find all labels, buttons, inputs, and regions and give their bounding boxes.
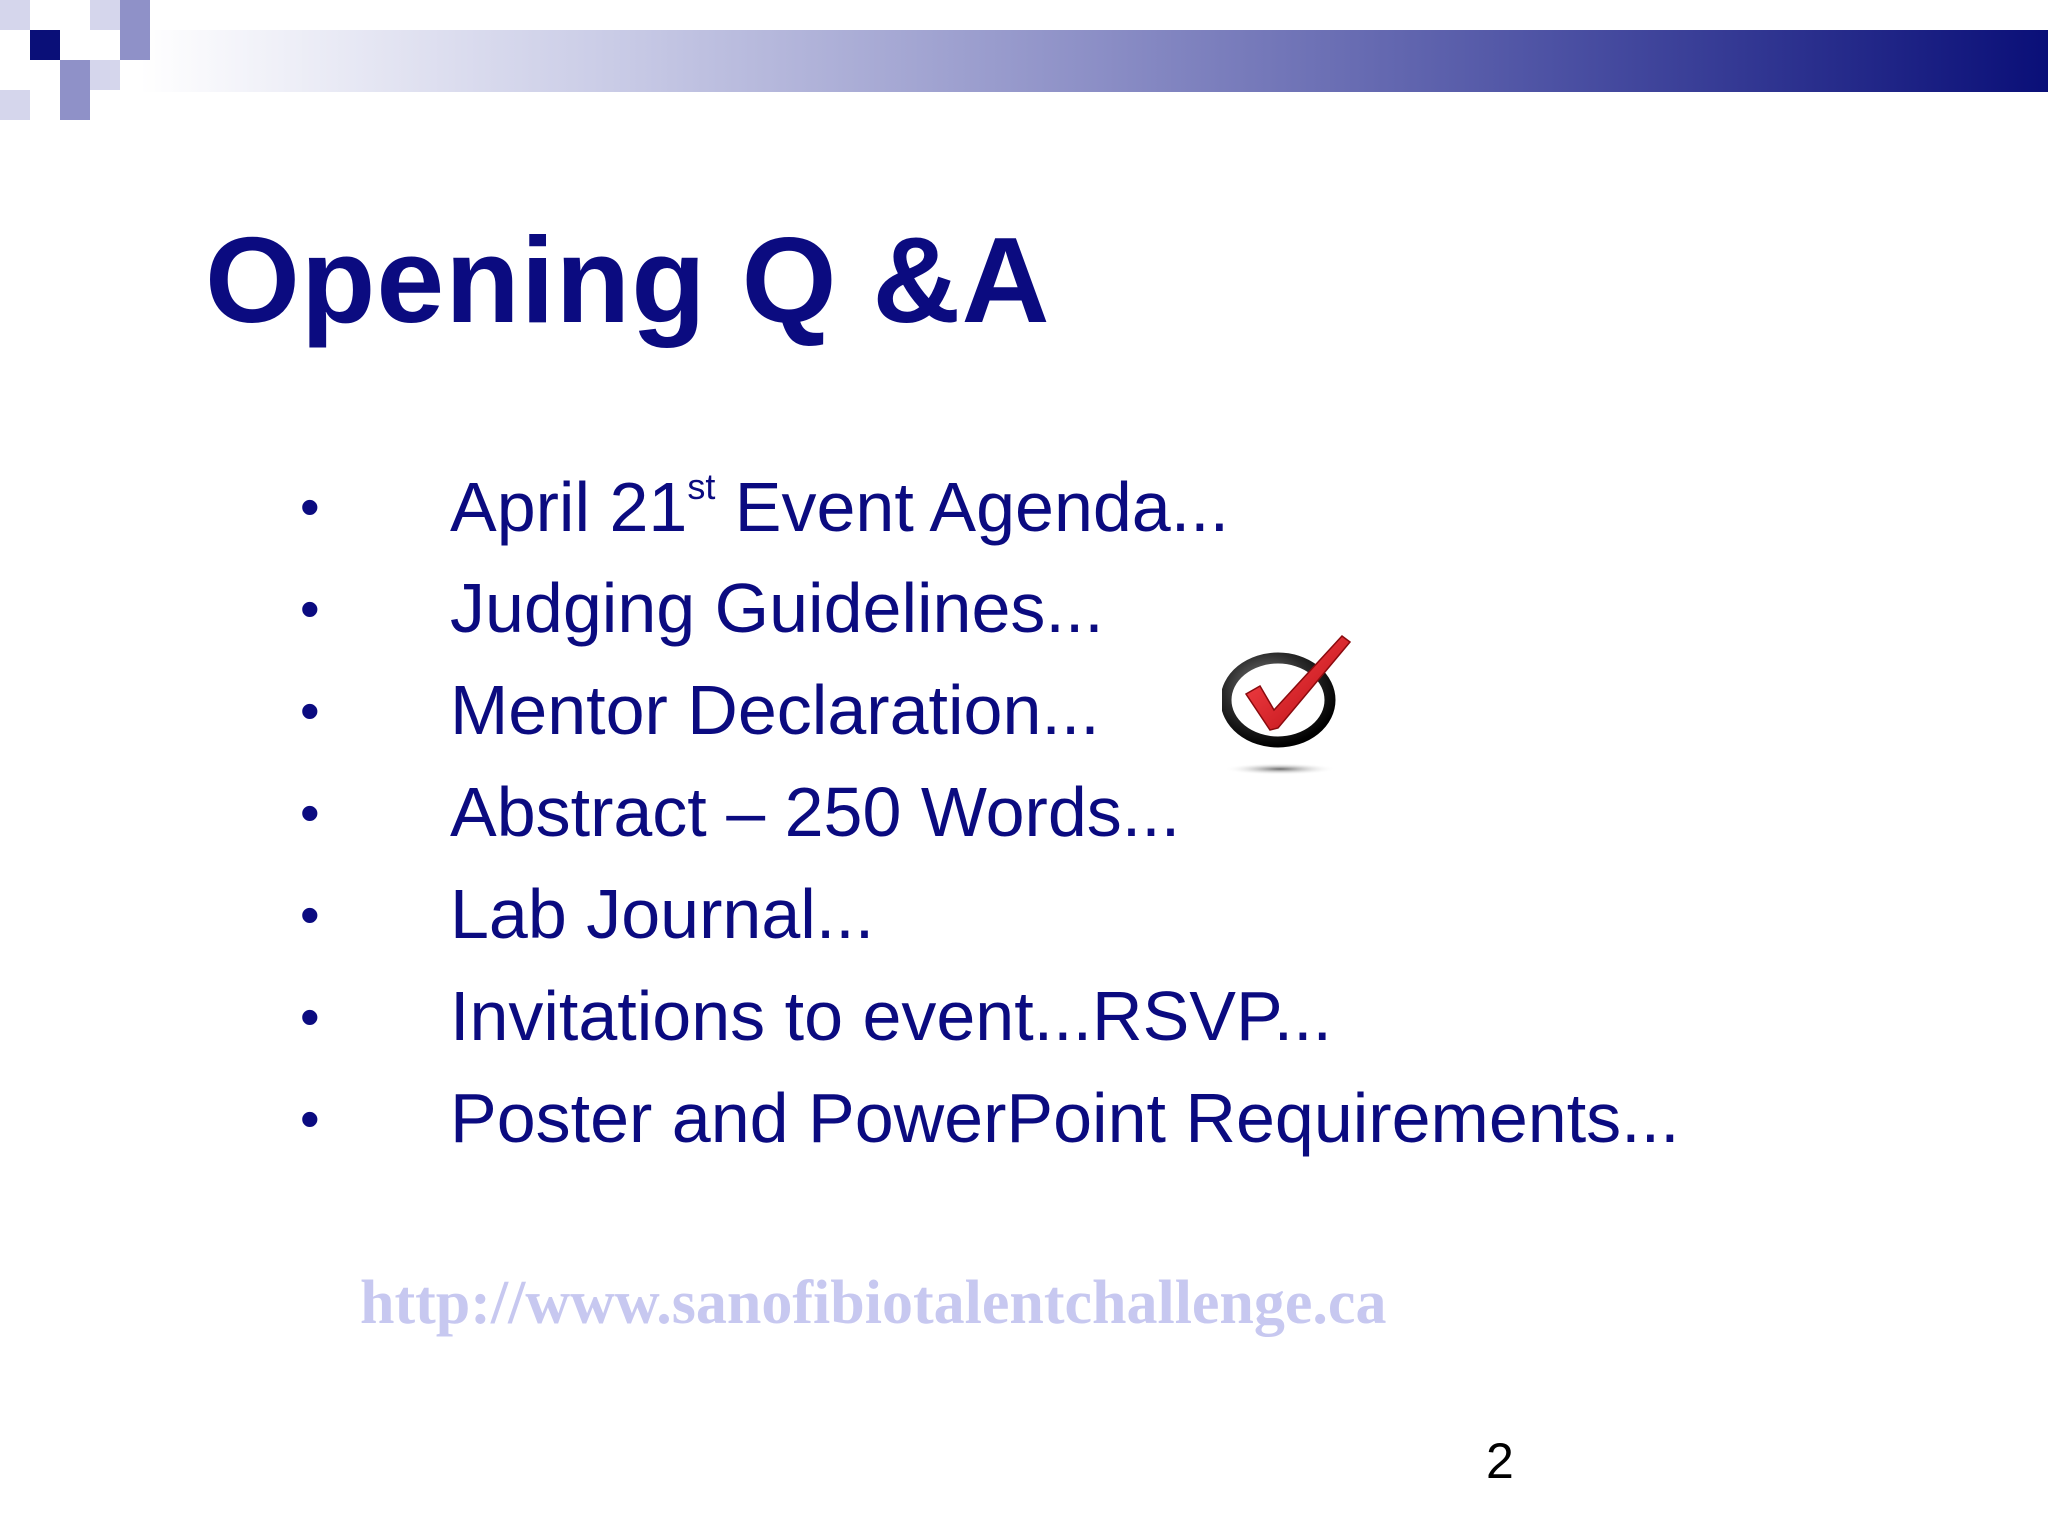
bullet-superscript: st — [687, 465, 716, 507]
bullet-item — [300, 965, 1680, 1067]
bullet-marker: • — [300, 678, 320, 742]
slide-title: Opening Q &A — [205, 212, 1051, 348]
bullet-item — [300, 1067, 1680, 1169]
bullet-item — [300, 863, 1680, 965]
bullet-text: Mentor Declaration... — [450, 671, 1100, 749]
header-pixel-decoration — [120, 30, 150, 60]
bullet-item — [300, 659, 1680, 761]
header-pixel-decoration — [90, 60, 120, 90]
website-url: http://www.sanofibiotalentchallenge.ca — [360, 1269, 1387, 1337]
header-gradient-band — [140, 30, 2048, 92]
header-pixel-decoration — [60, 90, 90, 120]
bullet-marker: • — [300, 576, 320, 640]
bullet-item — [300, 761, 1680, 863]
page-number: 2 — [1486, 1433, 1514, 1489]
bullet-text: Judging Guidelines... — [450, 569, 1104, 647]
bullet-marker: • — [300, 780, 320, 844]
bullet-marker: • — [300, 984, 320, 1048]
header-pixel-decoration — [30, 30, 60, 60]
bullet-text-main: April 21 — [450, 467, 688, 546]
bullet-item — [300, 455, 1680, 557]
bullet-text: Poster and PowerPoint Requirements... — [450, 1079, 1680, 1157]
header-pixel-decoration — [120, 0, 150, 30]
bullet-marker: • — [300, 882, 320, 946]
bullet-text: Abstract – 250 Words... — [450, 773, 1181, 851]
checkmark-icon — [1222, 632, 1358, 782]
header-pixel-decoration — [90, 0, 120, 30]
bullet-marker: • — [300, 1086, 320, 1150]
bullet-marker: • — [300, 474, 320, 538]
bullet-text: Invitations to event...RSVP... — [450, 977, 1332, 1055]
header-pixel-decoration — [60, 60, 90, 90]
bullet-list — [300, 455, 1680, 1169]
header-pixel-decoration — [0, 90, 30, 120]
bullet-text: Lab Journal... — [450, 875, 875, 953]
header-pixel-decoration — [0, 0, 30, 30]
bullet-text-suffix: Event Agenda... — [715, 467, 1230, 546]
bullet-text — [450, 466, 1229, 547]
bullet-item — [300, 557, 1680, 659]
